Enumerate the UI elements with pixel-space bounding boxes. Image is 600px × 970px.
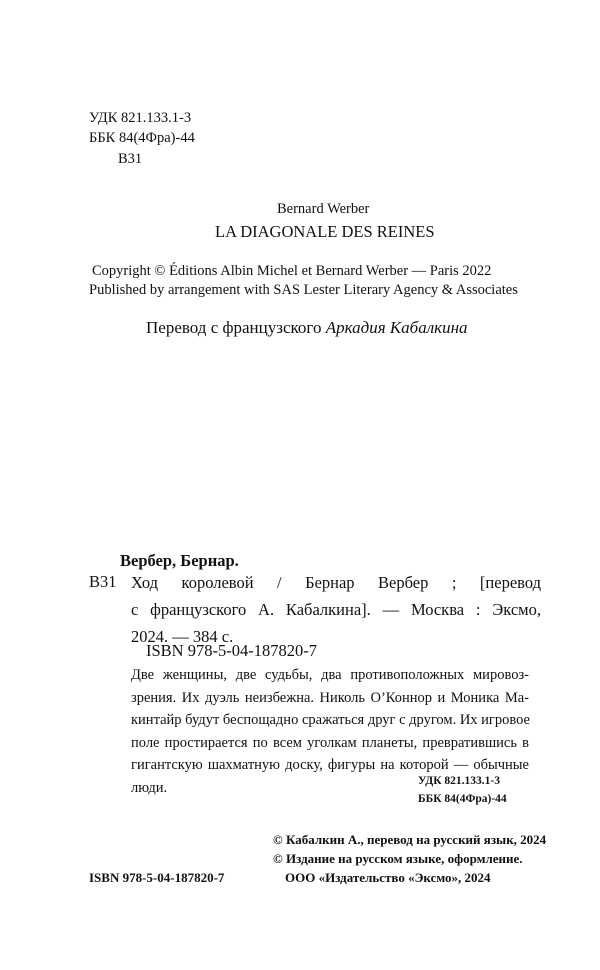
udk-code: УДК 821.133.1-3 [89,110,192,126]
translation-prefix: Перевод с французского [146,318,326,337]
catalog-entry-line-2: с французского А. Кабалкина]. — Москва : Эксмо, [131,600,541,619]
annotation-line-4: поле простирается по всем уголкам планеты, превратившись в [131,734,529,751]
translation-credit [146,318,468,338]
catalog-entry [131,569,541,650]
copyright-line-1: Copyright © Éditions Albin Michel et Bernard Werber — Paris 2022 [92,263,492,279]
rights-line-3: ООО «Издательство «Эксмо», 2024 [285,870,491,885]
catalog-entry-line-1: Ход королевой / Бернар Вербер ; [перевод [131,573,541,592]
annotation-line-5: гигантскую шахматную доску, фигуры на которой — обычные [131,757,529,774]
rights-line-1: © Кабалкин А., перевод на русский язык, 2024 [273,832,547,847]
copyright-line-2: Published by arrangement with SAS Lester Literary Agency & Associates [89,282,518,298]
bbk-code-bottom: ББК 84(4Фра)-44 [418,793,507,805]
catalog-heading: Вербер, Бернар. [120,551,239,570]
catalog-isbn: ISBN 978-5-04-187820-7 [146,641,317,660]
cutter-code: В31 [118,151,143,167]
rights-line-2: © Издание на русском языке, оформление. [273,851,523,866]
bbk-code: ББК 84(4Фра)-44 [89,130,195,146]
isbn-bottom: ISBN 978-5-04-187820-7 [89,870,225,885]
catalog-cutter: В31 [89,572,117,591]
udk-code-bottom: УДК 821.133.1-3 [418,775,500,787]
annotation-line-6: люди. [131,779,168,796]
catalog-entry-line-3: 2024. — 384 с. [131,627,234,646]
original-title: LA DIAGONALE DES REINES [215,222,435,241]
translator-name: Аркадия Кабалкина [325,318,468,337]
annotation-line-3: кинтайр будут беспощадно сражаться друг с другом. Их игровое [131,712,530,729]
annotation-line-1: Две женщины, две судьбы, два противоположных мировоз- [131,667,529,683]
original-author: Bernard Werber [277,201,370,217]
annotation-line-2: зрения. Их дуэль неизбежна. Николь О’Коннор и Моника Ма- [131,689,529,706]
